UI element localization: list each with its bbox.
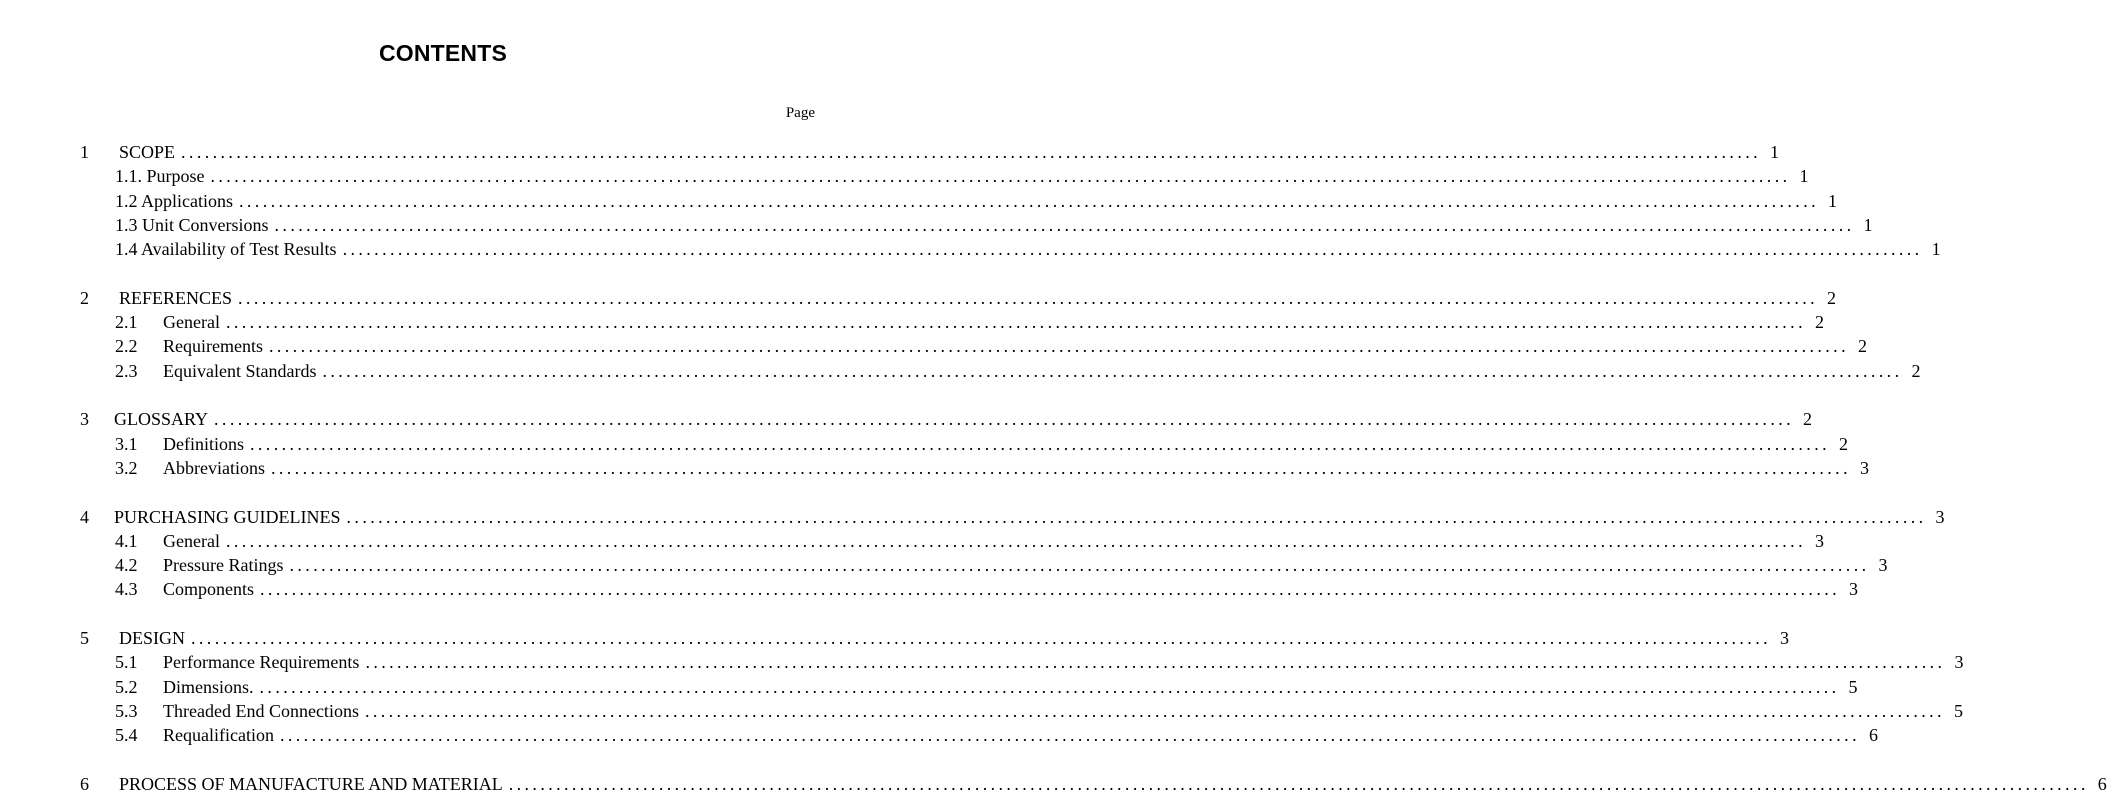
toc-page-number: 3 [1878,555,1888,576]
toc-item-number: 2.3 [115,360,138,381]
toc-item-row [115,577,1859,601]
toc-page-number: 1 [1799,166,1809,187]
dot-leader: ........................................................................................................................................................................................................ [268,336,1849,357]
toc-item-row [115,310,1824,334]
toc-page-number: 2 [1827,287,1837,308]
toc-item-row [115,675,1858,699]
toc-section-number: 3 [80,409,89,430]
toc-item-number: 4.2 [115,555,138,576]
toc-page-number: 1 [1828,190,1837,211]
dot-leader: ........................................................................................................................................................................................................ [365,652,1946,673]
dot-leader: ........................................................................................................................................................................................................ [364,700,1945,721]
toc-item-title: Requalification [163,725,274,746]
toc-page-number: 5 [1953,700,1963,721]
dot-leader: ........................................................................................................................................................................................................ [346,506,1927,527]
toc-item-number: 5.2 [115,676,138,697]
dot-leader: ........................................................................................................................................................................................................ [239,190,1819,211]
toc-section-row [80,140,1780,164]
dot-leader: ........................................................................................................................................................................................................ [322,360,1903,381]
toc-section-number: 1 [80,142,89,162]
toc-section-title: REFERENCES [119,287,233,308]
toc-section-number: 2 [80,287,89,308]
toc-page-number: 2 [1911,360,1921,381]
toc-item-title: Equivalent Standards [163,360,317,381]
document-title: CONTENTS [378,40,508,66]
toc-item-number: 4.1 [115,530,138,551]
toc-page-number: 6 [2097,773,2107,794]
toc-item-title: Definitions [163,433,244,454]
toc-item-row [115,189,1837,213]
toc-item-number: 2.2 [115,336,138,357]
toc-item-title: Dimensions. [163,676,254,697]
toc-page-number: 3 [1780,628,1789,648]
toc-page-number: 1 [1863,214,1873,235]
toc-page-number: 3 [1849,579,1859,600]
toc-section-number: 5 [80,628,89,648]
dot-leader: ........................................................................................................................................................................................................ [279,725,1860,746]
toc-page-number: 3 [1859,457,1869,478]
toc-section-title: PURCHASING GUIDELINES [114,506,341,527]
dot-leader: ........................................................................................................................................................................................................ [274,214,1855,235]
toc-item-title: General [163,312,220,333]
toc-item-row [115,699,1963,723]
dot-leader: ........................................................................................................................................................................................................ [214,409,1795,430]
toc-item-title: Pressure Ratings [163,555,284,576]
toc-page-number: 3 [1814,530,1824,551]
toc-item-number: 5.4 [115,725,138,746]
page-column-label: Page [785,105,815,121]
toc-item-row [115,213,1873,237]
dot-leader: ........................................................................................................................................................................................................ [210,166,1791,187]
toc-section-row [80,505,1945,529]
toc-page-number: 3 [1954,652,1964,673]
toc-page-number: 3 [1935,506,1945,527]
toc-item-title: 1.4 Availability of Test Results [115,239,337,260]
toc-item-row [115,164,1809,188]
toc-section-row [80,772,2107,796]
toc-page-number: 6 [1868,725,1878,746]
dot-leader: ........................................................................................................................................................................................................ [225,530,1806,551]
toc-section-row [80,407,1813,431]
toc-section-number: 6 [80,773,89,794]
toc-page-number: 2 [1803,409,1813,430]
toc-item-number: 3.2 [115,457,138,478]
toc-item-row [115,723,1878,747]
toc-item-title: 1.1. Purpose [115,166,205,187]
dot-leader: ........................................................................................................................................................................................................ [342,239,1923,260]
toc-item-row [115,650,1964,674]
toc-section-title: SCOPE [119,142,176,162]
toc-page-number: 2 [1814,312,1824,333]
toc-item-title: 1.2 Applications [115,190,233,211]
toc-item-title: Performance Requirements [163,652,360,673]
dot-leader: ........................................................................................................................................................................................................ [260,579,1841,600]
dot-leader: ........................................................................................................................................................................................................ [225,312,1806,333]
dot-leader: ........................................................................................................................................................................................................ [270,457,1851,478]
dot-leader: ........................................................................................................................................................................................................ [508,773,2089,794]
toc-page-number: 1 [1770,142,1780,162]
toc-page-number: 2 [1839,433,1848,454]
toc-item-title: Requirements [163,336,263,357]
dot-leader: ........................................................................................................................................................................................................ [181,142,1762,162]
toc-section-number: 4 [80,506,89,527]
toc-item-number: 5.1 [115,652,138,673]
toc-item-title: General [163,530,220,551]
toc-item-row [115,529,1824,553]
toc-section-row [80,626,1789,650]
toc-item-row [115,553,1888,577]
dot-leader: ........................................................................................................................................................................................................ [250,433,1830,454]
toc-item-row [115,456,1869,480]
toc-item-number: 2.1 [115,312,138,333]
toc-item-title: Abbreviations [163,457,265,478]
toc-item-number: 3.1 [115,433,138,454]
toc-item-row [115,237,1941,261]
toc-item-number: 5.3 [115,700,138,721]
dot-leader: ........................................................................................................................................................................................................ [289,555,1870,576]
toc-item-row [115,432,1848,456]
toc-item-row [115,334,1867,358]
toc-section-title: DESIGN [119,628,185,648]
toc-item-title: 1.3 Unit Conversions [115,214,269,235]
toc-page-number: 5 [1848,676,1858,697]
toc-item-number: 4.3 [115,579,138,600]
toc-item-title: Components [163,579,255,600]
toc-page-number: 1 [1931,239,1941,260]
toc-section-row [80,286,1837,310]
dot-leader: ........................................................................................................................................................................................................ [191,628,1771,648]
dot-leader: ........................................................................................................................................................................................................ [259,676,1840,697]
toc-section-title: GLOSSARY [114,409,209,430]
toc-page-number: 2 [1857,336,1867,357]
toc-item-row [115,359,1921,383]
dot-leader: ........................................................................................................................................................................................................ [238,287,1819,308]
toc-item-title: Threaded End Connections [163,700,359,721]
toc-section-title: PROCESS OF MANUFACTURE AND MATERIAL [119,773,503,794]
